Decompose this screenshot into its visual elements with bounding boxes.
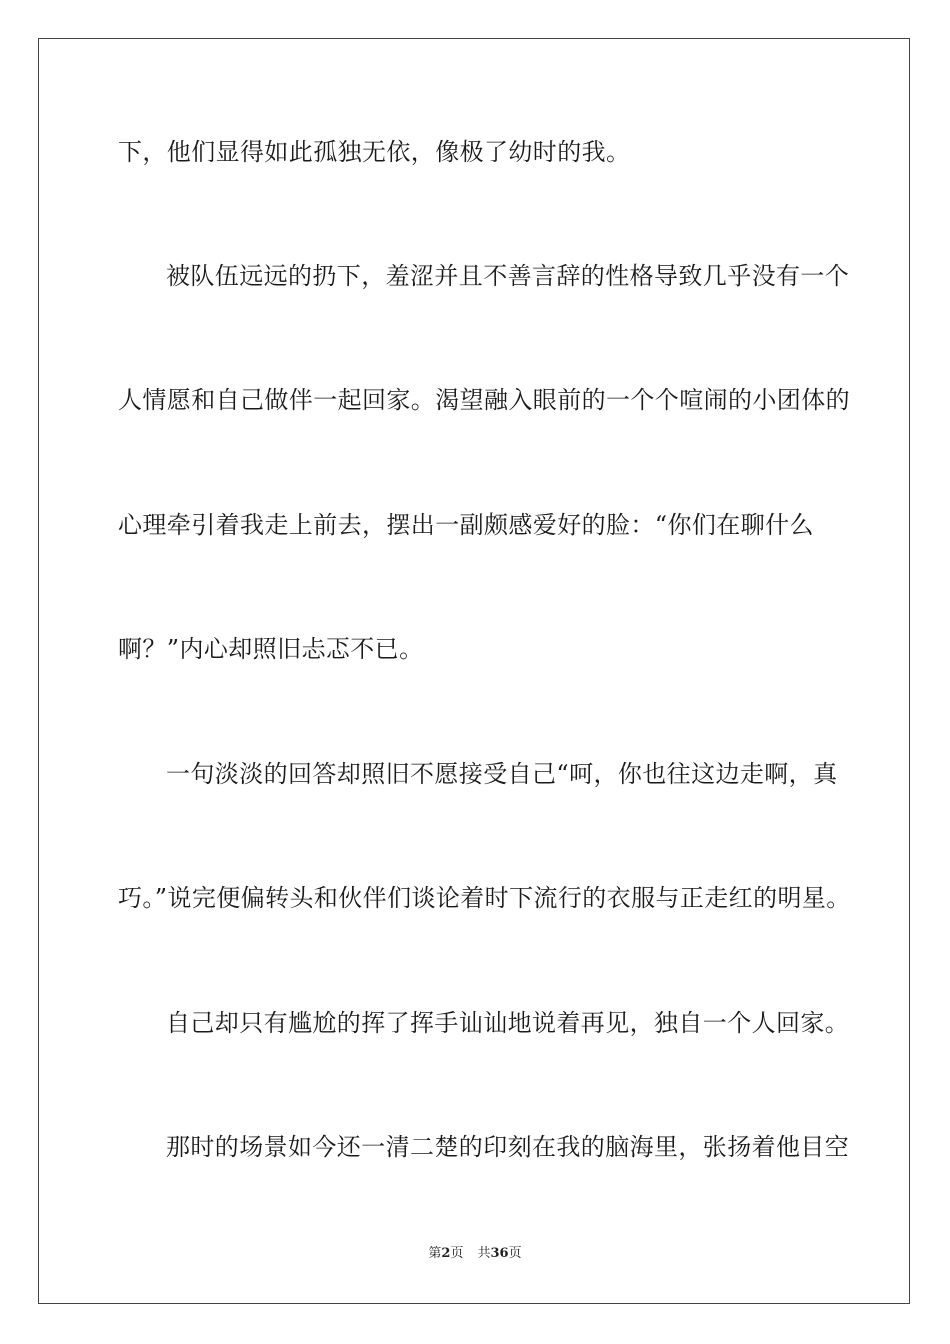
- text-line-3: 人情愿和自己做伴一起回家。渴望融入眼前的一个个喧闹的小团体的: [118, 386, 850, 414]
- page-number: 2: [441, 1246, 451, 1261]
- text-line-1: 下，他们显得如此孤独无依，像极了幼时的我。: [118, 138, 631, 166]
- total-suffix: 页: [508, 1246, 522, 1261]
- page-border: [38, 38, 910, 1304]
- text-line-7: 巧。”说完便偏转头和伙伴们谈论着时下流行的衣服与正走红的明星。: [118, 884, 851, 912]
- text-line-5: 啊？”内心却照旧忐忑不已。: [118, 635, 424, 663]
- page-prefix: 第: [428, 1246, 442, 1261]
- text-line-2: 被队伍远远的扔下，羞涩并且不善言辞的性格导致几乎没有一个: [166, 262, 850, 290]
- total-prefix: 共: [477, 1246, 491, 1261]
- text-line-4: 心理牵引着我走上前去，摆出一副颇感爱好的脸：“你们在聊什么: [118, 511, 814, 539]
- page-suffix: 页: [450, 1246, 464, 1261]
- text-line-9: 那时的场景如今还一清二楚的印刻在我的脑海里，张扬着他目空: [166, 1133, 850, 1161]
- page-footer: [0, 1245, 950, 1263]
- text-line-8: 自己却只有尴尬的挥了挥手讪讪地说着再见，独自一个人回家。: [166, 1009, 850, 1037]
- text-line-6: 一句淡淡的回答却照旧不愿接受自己“呵，你也往这边走啊，真: [166, 760, 838, 788]
- total-pages: 36: [490, 1246, 509, 1261]
